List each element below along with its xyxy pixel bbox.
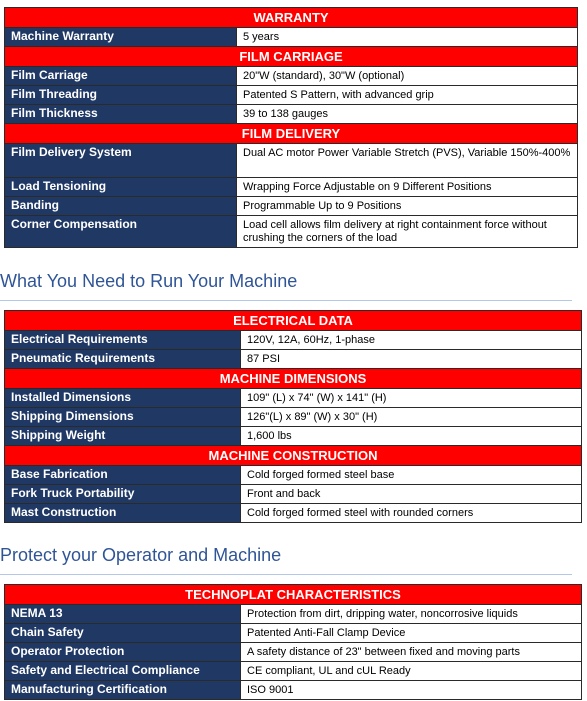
spec-label: Film Carriage bbox=[5, 67, 237, 86]
heading-divider bbox=[0, 574, 572, 575]
section-header-film-delivery bbox=[5, 124, 578, 144]
spec-label: Corner Compensation bbox=[5, 216, 237, 248]
section-title: FILM CARRIAGE bbox=[5, 47, 578, 67]
spec-label: Installed Dimensions bbox=[5, 389, 241, 408]
spec-value: CE compliant, UL and cUL Ready bbox=[241, 662, 582, 681]
section-header-warranty bbox=[5, 8, 578, 28]
spec-value: A safety distance of 23" between fixed and moving parts bbox=[241, 643, 582, 662]
table-row bbox=[5, 178, 578, 197]
table-row bbox=[5, 28, 578, 47]
section-header-film-carriage bbox=[5, 47, 578, 67]
section-header-dimensions bbox=[5, 369, 582, 389]
spec-label: Shipping Dimensions bbox=[5, 408, 241, 427]
spec-value: Dual AC motor Power Variable Stretch (PVS), Variable 150%-400% bbox=[237, 144, 578, 178]
spec-value: Load cell allows film delivery at right containment force without crushing the corners of the load bbox=[237, 216, 578, 248]
spec-label: Banding bbox=[5, 197, 237, 216]
section-title: MACHINE CONSTRUCTION bbox=[5, 446, 582, 466]
section-title: FILM DELIVERY bbox=[5, 124, 578, 144]
spec-label: Film Thickness bbox=[5, 105, 237, 124]
spec-label: Operator Protection bbox=[5, 643, 241, 662]
section-title: MACHINE DIMENSIONS bbox=[5, 369, 582, 389]
spec-value: Patented S Pattern, with advanced grip bbox=[237, 86, 578, 105]
table-row bbox=[5, 144, 578, 178]
table-row bbox=[5, 605, 582, 624]
spec-value: Protection from dirt, dripping water, noncorrosive liquids bbox=[241, 605, 582, 624]
spec-value: Wrapping Force Adjustable on 9 Different Positions bbox=[237, 178, 578, 197]
table-row bbox=[5, 216, 578, 248]
spec-value: Cold forged formed steel with rounded corners bbox=[241, 504, 582, 523]
table-row bbox=[5, 504, 582, 523]
section-header-characteristics bbox=[5, 585, 582, 605]
section-heading-run-machine: What You Need to Run Your Machine bbox=[0, 271, 298, 291]
table-row bbox=[5, 485, 582, 504]
section-header-electrical bbox=[5, 311, 582, 331]
spec-label: Chain Safety bbox=[5, 624, 241, 643]
spec-value: ISO 9001 bbox=[241, 681, 582, 700]
section-title: ELECTRICAL DATA bbox=[5, 311, 582, 331]
table-row bbox=[5, 624, 582, 643]
spec-value: 5 years bbox=[237, 28, 578, 47]
spec-label: Base Fabrication bbox=[5, 466, 241, 485]
table-row bbox=[5, 466, 582, 485]
spec-table-film bbox=[4, 7, 578, 248]
table-row bbox=[5, 408, 582, 427]
spec-label: NEMA 13 bbox=[5, 605, 241, 624]
table-row bbox=[5, 331, 582, 350]
table-row bbox=[5, 197, 578, 216]
spec-label: Electrical Requirements bbox=[5, 331, 241, 350]
table-row bbox=[5, 681, 582, 700]
spec-label: Film Threading bbox=[5, 86, 237, 105]
spec-label: Fork Truck Portability bbox=[5, 485, 241, 504]
table-row bbox=[5, 643, 582, 662]
spec-value: Programmable Up to 9 Positions bbox=[237, 197, 578, 216]
spec-value: 87 PSI bbox=[241, 350, 582, 369]
spec-value: 109" (L) x 74" (W) x 141" (H) bbox=[241, 389, 582, 408]
table-row bbox=[5, 427, 582, 446]
spec-value: 126"(L) x 89" (W) x 30" (H) bbox=[241, 408, 582, 427]
table-row bbox=[5, 350, 582, 369]
spec-value: 20"W (standard), 30"W (optional) bbox=[237, 67, 578, 86]
table-row bbox=[5, 67, 578, 86]
section-title: TECHNOPLAT CHARACTERISTICS bbox=[5, 585, 582, 605]
spec-value: Cold forged formed steel base bbox=[241, 466, 582, 485]
spec-value: 39 to 138 gauges bbox=[237, 105, 578, 124]
spec-value: Patented Anti-Fall Clamp Device bbox=[241, 624, 582, 643]
spec-label: Load Tensioning bbox=[5, 178, 237, 197]
table-row bbox=[5, 389, 582, 408]
spec-value: 1,600 lbs bbox=[241, 427, 582, 446]
spec-label: Machine Warranty bbox=[5, 28, 237, 47]
heading-divider bbox=[0, 300, 572, 301]
spec-label: Shipping Weight bbox=[5, 427, 241, 446]
spec-label: Pneumatic Requirements bbox=[5, 350, 241, 369]
table-row bbox=[5, 86, 578, 105]
table-row bbox=[5, 105, 578, 124]
spec-value: 120V, 12A, 60Hz, 1-phase bbox=[241, 331, 582, 350]
spec-label: Film Delivery System bbox=[5, 144, 237, 178]
section-header-construction bbox=[5, 446, 582, 466]
spec-table-requirements bbox=[4, 310, 582, 523]
spec-label: Mast Construction bbox=[5, 504, 241, 523]
table-row bbox=[5, 662, 582, 681]
spec-label: Manufacturing Certification bbox=[5, 681, 241, 700]
spec-value: Front and back bbox=[241, 485, 582, 504]
section-heading-protect-operator: Protect your Operator and Machine bbox=[0, 545, 282, 565]
section-title: WARRANTY bbox=[5, 8, 578, 28]
spec-label: Safety and Electrical Compliance bbox=[5, 662, 241, 681]
spec-table-characteristics bbox=[4, 584, 582, 700]
